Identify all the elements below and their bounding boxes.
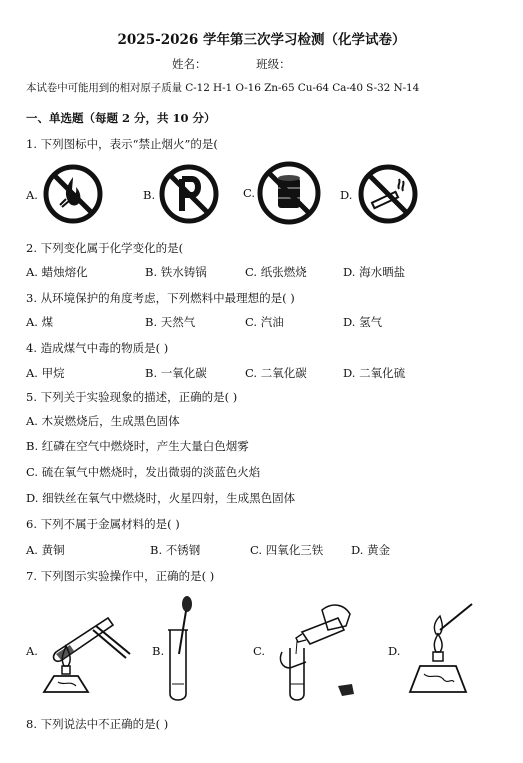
q7-option-c: C.	[253, 644, 266, 658]
q4-option-a: A. 甲烷	[26, 366, 65, 380]
q7-option-b: B.	[152, 644, 165, 658]
q5-option-a: A. 木炭燃烧后，生成黑色固体	[26, 414, 180, 428]
no-dumping-sign-icon	[256, 160, 322, 226]
class-label: 班级：	[256, 57, 291, 71]
name-class-line	[172, 56, 337, 72]
q2-option-a: A. 蜡烛熔化	[26, 265, 88, 279]
name-label: 姓名：	[172, 57, 207, 71]
no-smoking-sign-icon	[357, 163, 419, 225]
question-4-stem: 4. 造成煤气中毒的物质是( )	[26, 341, 169, 355]
q2-option-d: D. 海水晒盐	[343, 265, 406, 279]
question-2-stem: 2. 下列变化属于化学变化的是(	[26, 241, 184, 255]
lighting-lamp-icon	[400, 600, 480, 700]
exam-title: 2025-2026 学年第三次学习检测（化学试卷）	[117, 32, 406, 48]
q3-option-a: A. 煤	[26, 315, 54, 329]
q6-option-a: A. 黄铜	[26, 543, 65, 557]
q6-option-d: D. 黄金	[351, 543, 391, 557]
dropper-icon	[162, 594, 202, 704]
q3-option-c: C. 汽油	[245, 315, 284, 329]
no-fire-sign-icon	[42, 163, 104, 225]
q4-option-c: C. 二氧化碳	[245, 366, 307, 380]
section-heading: 一、单选题（每题 2 分，共 10 分）	[26, 111, 216, 125]
q5-option-d: D. 细铁丝在氧气中燃烧时，火星四射，生成黑色固体	[26, 491, 296, 505]
no-parking-sign-icon	[158, 163, 220, 225]
q1-option-d: D.	[340, 188, 353, 202]
q7-option-d: D.	[388, 644, 401, 658]
pouring-liquid-icon	[272, 596, 362, 706]
q5-option-b: B. 红磷在空气中燃烧时，产生大量白色烟雾	[26, 439, 249, 453]
q4-option-d: D. 二氧化硫	[343, 366, 406, 380]
q3-option-b: B. 天然气	[145, 315, 196, 329]
question-7-stem: 7. 下列图示实验操作中，正确的是( )	[26, 569, 215, 583]
q6-option-c: C. 四氧化三铁	[250, 543, 324, 557]
atomic-masses: 本试卷中可能用到的相对原子质量 C-12 H-1 O-16 Zn-65 Cu-64 Ca-40 S-32 N-14	[26, 82, 420, 94]
question-6-stem: 6. 下列不属于金属材料的是( )	[26, 517, 180, 531]
q5-option-c: C. 硫在氧气中燃烧时，发出微弱的淡蓝色火焰	[26, 465, 261, 479]
q4-option-b: B. 一氧化碳	[145, 366, 207, 380]
q2-option-b: B. 铁水铸锅	[145, 265, 207, 279]
question-3-stem: 3. 从环境保护的角度考虑，下列燃料中最理想的是( )	[26, 291, 295, 305]
q1-option-c: C.	[243, 186, 256, 200]
q1-option-a: A.	[26, 188, 38, 202]
q2-option-c: C. 纸张燃烧	[245, 265, 307, 279]
heating-test-tube-icon	[38, 600, 133, 700]
question-5-stem: 5. 下列关于实验现象的描述，正确的是( )	[26, 390, 238, 404]
question-1-stem: 1. 下列图标中，表示“禁止烟火”的是(	[26, 137, 218, 151]
q7-option-a: A.	[26, 644, 38, 658]
question-8-stem: 8. 下列说法中不正确的是( )	[26, 717, 169, 731]
q1-option-b: B.	[143, 188, 156, 202]
q6-option-b: B. 不锈钢	[150, 543, 201, 557]
q3-option-d: D. 氢气	[343, 315, 383, 329]
